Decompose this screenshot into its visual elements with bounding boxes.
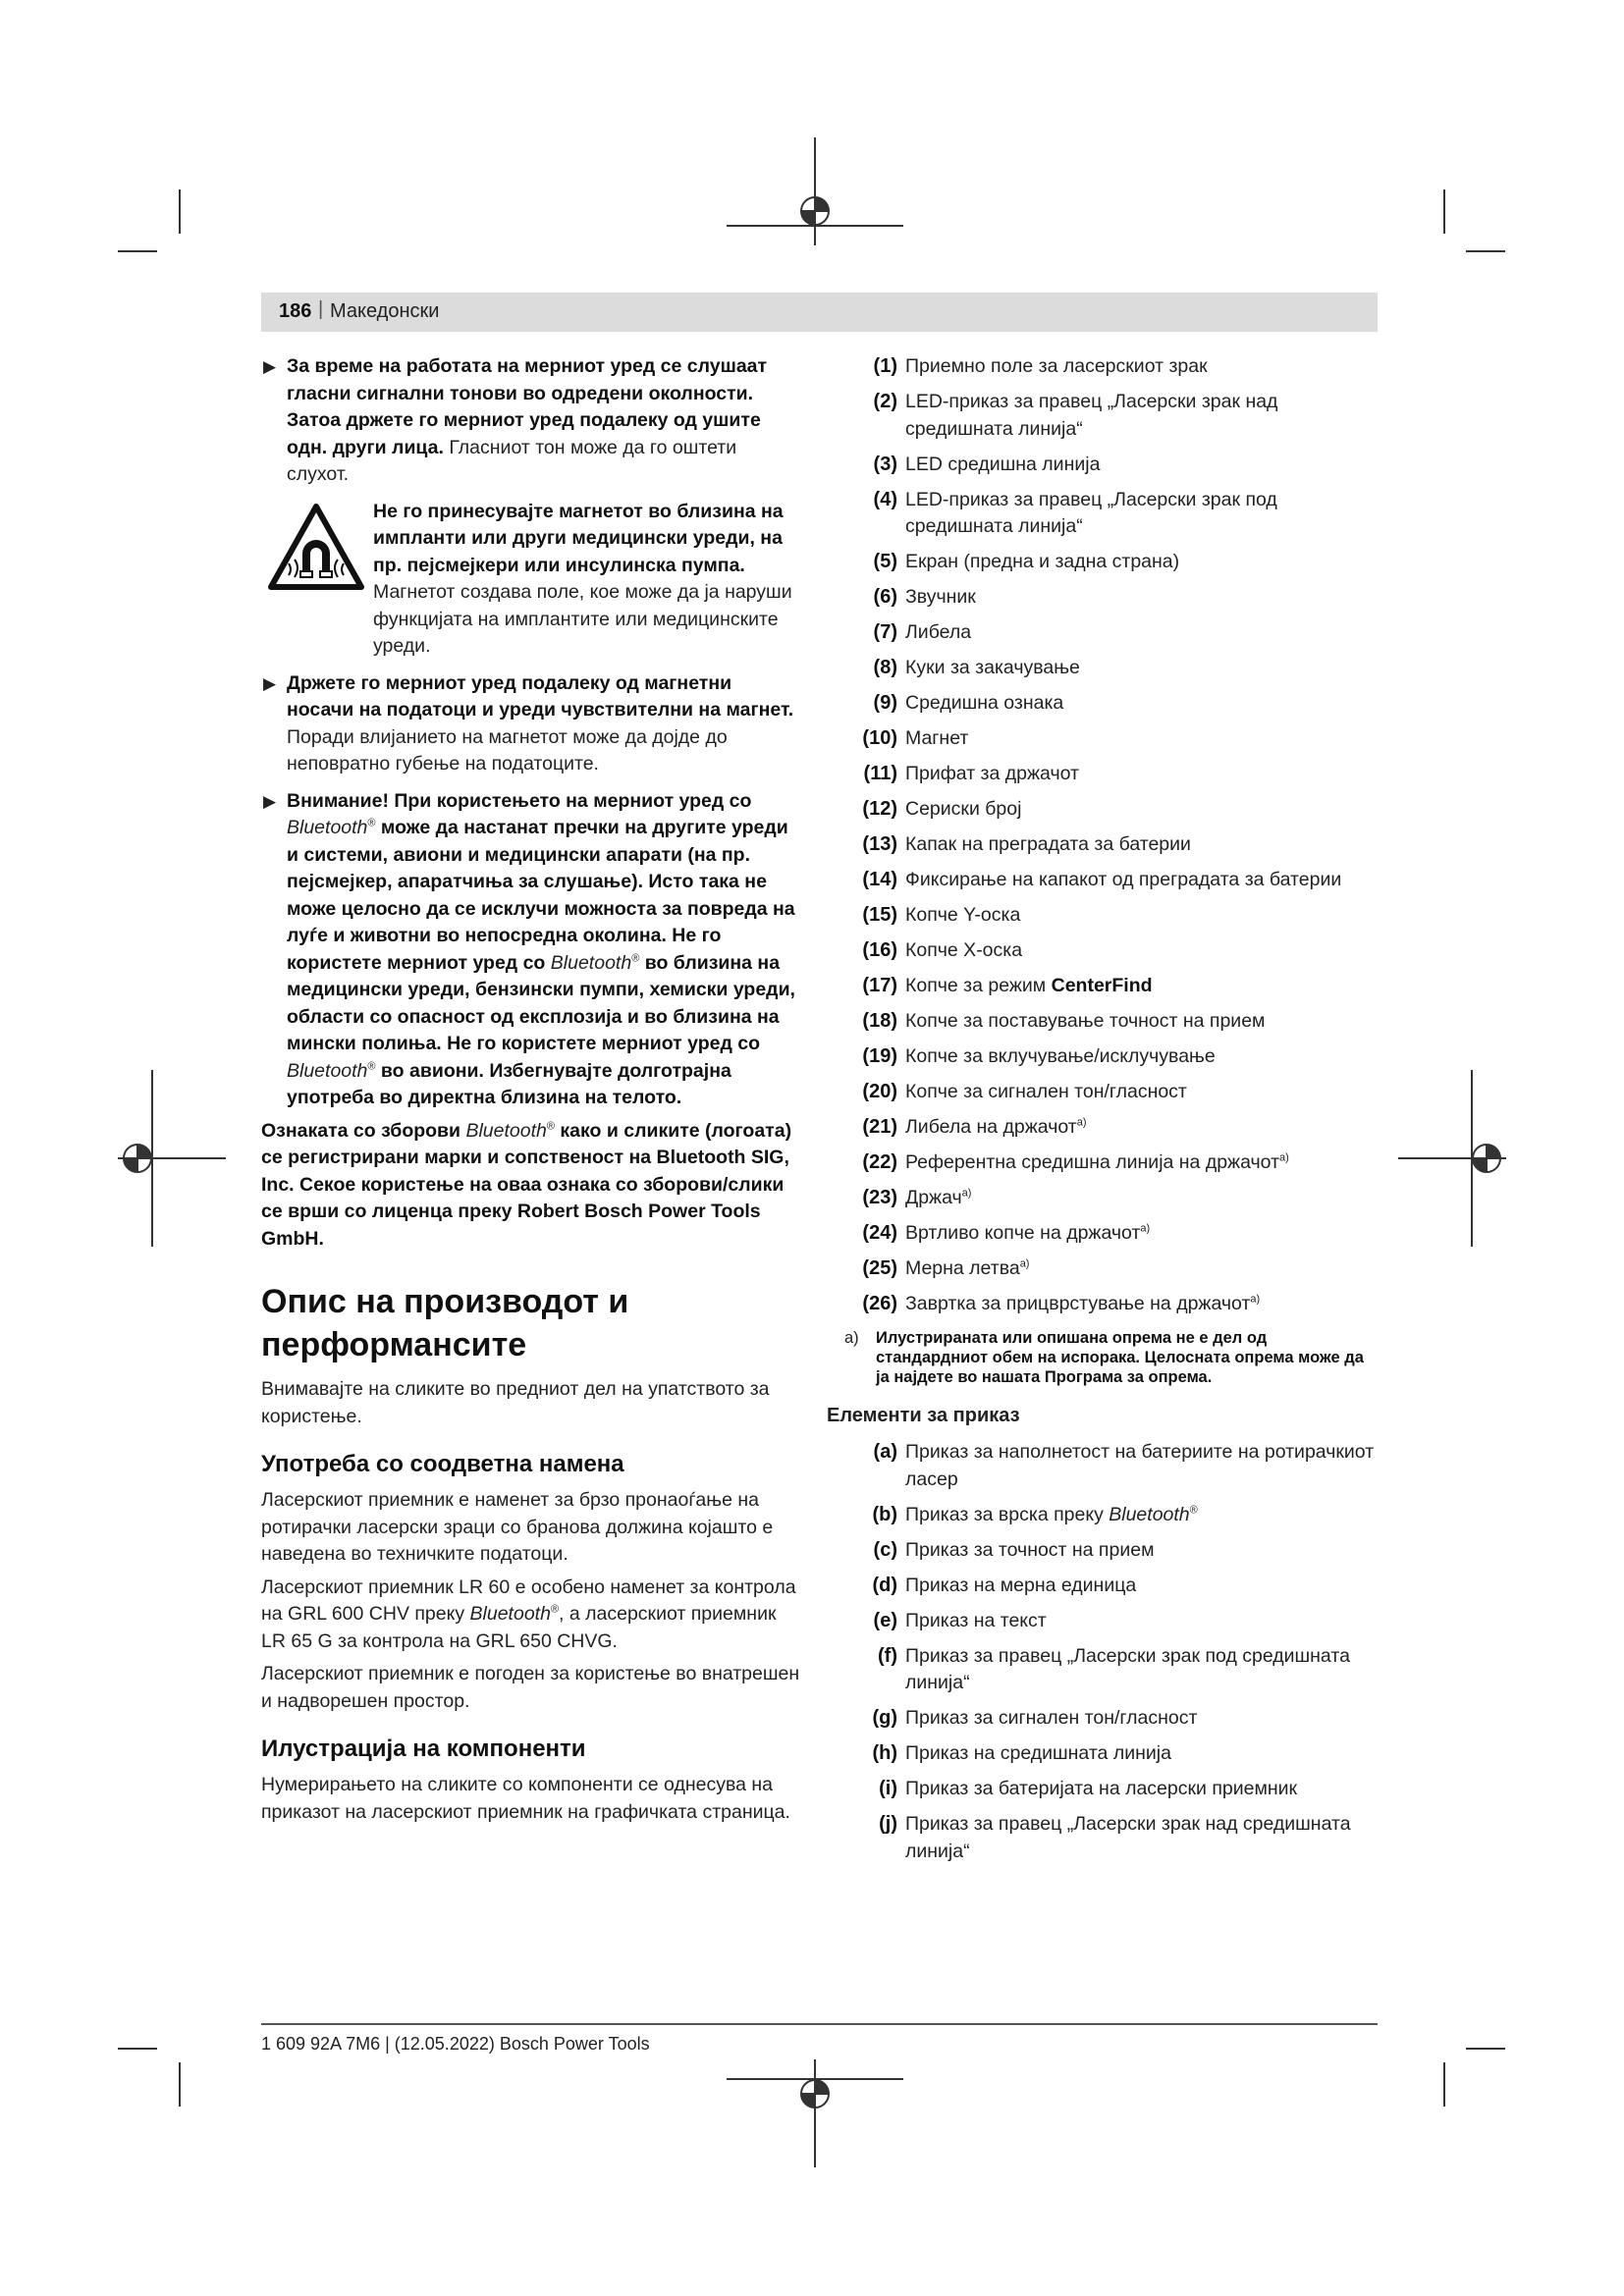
component-item bbox=[837, 619, 1381, 647]
component-label: Приемно поле за ласерскиот зрак bbox=[905, 355, 1208, 377]
registration-mark-top bbox=[727, 137, 903, 245]
component-number: (2) bbox=[873, 391, 897, 412]
display-element-letter: (g) bbox=[872, 1707, 897, 1729]
section-heading-product-description: Опис на производот и перформансите bbox=[261, 1283, 629, 1363]
display-element-label: Приказ за правец „Ласерски зрак под средишната линија“ bbox=[905, 1644, 1350, 1693]
display-element-item bbox=[837, 1573, 1381, 1600]
display-elements-list bbox=[837, 1439, 1381, 1865]
display-element-label: Приказ на текст bbox=[905, 1609, 1047, 1631]
component-number: (23) bbox=[862, 1187, 897, 1208]
display-element-letter: (e) bbox=[873, 1609, 897, 1631]
bullet-arrow-icon: ▶ bbox=[263, 357, 277, 376]
display-element-label: Приказ за правец „Ласерски зрак над средишната линија“ bbox=[905, 1813, 1351, 1862]
component-item bbox=[837, 1114, 1381, 1142]
component-item bbox=[837, 902, 1381, 930]
component-label: Куки за закачување bbox=[905, 657, 1080, 678]
components-list bbox=[837, 353, 1381, 1318]
footer-rule bbox=[261, 2023, 1378, 2025]
intended-use-paragraph-2: Ласерскиот приемник LR 60 е особено наменет за контрола на GRL 600 CHV преку Bluetooth®, а ласерскиот приемник LR 65 G за контрола на GRL 650 CHVG. bbox=[261, 1575, 796, 1652]
component-label: Копче Y-оска bbox=[905, 904, 1021, 926]
component-number: (4) bbox=[873, 488, 897, 510]
component-label: Сериски број bbox=[905, 798, 1022, 820]
component-item bbox=[837, 584, 1381, 612]
component-number: (12) bbox=[862, 798, 897, 820]
component-label: Држач bbox=[905, 1187, 962, 1208]
component-item bbox=[837, 655, 1381, 682]
component-footnote-ref: a) bbox=[961, 1187, 972, 1200]
safety-bullet-bluetooth: ▶ Внимание! При користењето на мерниот уред со Bluetooth® може да настанат пречки на другите уреди и системи, авиони и медицински апарати (на пр. пејсмејкер, апаратчиња за слушање). Исто така не може целосно да се исклучи можноста за повреда на луѓе и животни во непосредна околина. Не го користете мерниот уред со Bluetooth® во близина на медицински уреди, бензински пумпи, хемиски уреди, области со опасност од експлозија и во близина на мински полиња. Не го користете мерниот уред со Bluetooth® во авиони. Избегнувајте долготрајна употреба во директна близина на телото. bbox=[263, 789, 795, 1108]
display-element-label: Приказ на мерна единица bbox=[905, 1574, 1137, 1596]
component-label: LED-приказ за правец „Ласерски зрак под средишната линија“ bbox=[905, 488, 1277, 537]
component-number: (25) bbox=[862, 1257, 897, 1279]
component-number: (11) bbox=[863, 763, 897, 784]
component-item bbox=[837, 1255, 1381, 1283]
component-footnote-ref: a) bbox=[1279, 1151, 1289, 1164]
component-item bbox=[837, 796, 1381, 824]
component-label: Копче за сигнален тон/гласност bbox=[905, 1081, 1187, 1102]
component-label: Либела bbox=[905, 621, 972, 643]
page-number: 186 bbox=[279, 300, 312, 322]
component-number: (6) bbox=[873, 586, 897, 608]
display-element-label: Приказ на средишната линија bbox=[905, 1742, 1171, 1764]
intended-use-paragraph-1: Ласерскиот приемник е наменет за брзо пронаоѓање на ротирачки ласерски зраци со бранова должина којашто е наведена во техничките податоци. bbox=[261, 1489, 774, 1565]
magnet-warning: Не го принесувајте магнетот во близина на импланти или други медицински уреди, на пр. пејсмејкери или инсулинска пумпа. Магнетот создава поле, кое може да ја наруши функцијата на имплантите или медицинските уреди. bbox=[261, 499, 801, 661]
magnet-warning-icon bbox=[267, 503, 365, 591]
section-heading-components: Илустрација на компоненти bbox=[261, 1735, 586, 1762]
display-element-letter: (f) bbox=[878, 1644, 897, 1667]
display-element-label: Приказ за наполнетост на батериите на ротирачкиот ласер bbox=[905, 1441, 1375, 1490]
component-item bbox=[837, 389, 1381, 443]
component-number: (24) bbox=[862, 1222, 897, 1244]
component-item bbox=[837, 1220, 1381, 1248]
display-element-label: Приказ за сигнален тон/гласност bbox=[905, 1707, 1198, 1729]
component-number: (5) bbox=[873, 551, 897, 572]
component-item bbox=[837, 353, 1381, 381]
footer-text: 1 609 92A 7M6 | (12.05.2022) Bosch Power Tools bbox=[261, 2034, 650, 2054]
bullet-arrow-icon: ▶ bbox=[263, 791, 277, 811]
display-element-item bbox=[837, 1643, 1381, 1697]
bluetooth-trademark-note: Ознаката со зборови Bluetooth® како и сликите (логоата) се регистрирани марки и сопственост на Bluetooth SIG, Inc. Секое користење на оваа ознака со зборови/слики се врши со лиценца преку Robert Bosch Power Tools GmbH. bbox=[261, 1119, 792, 1250]
safety-bullet-loud-tones: ▶ За време на работата на мерниот уред се слушаат гласни сигнални тонови во одредени околности. Затоа држете го мерниот уред подалеку од ушите одн. други лица. Гласниот тон може да го оштети слухот. bbox=[263, 355, 768, 485]
registration-mark-right bbox=[1398, 1070, 1506, 1247]
component-number: (21) bbox=[862, 1116, 897, 1138]
component-label: Капак на преградата за батерии bbox=[905, 833, 1191, 855]
component-number: (14) bbox=[862, 869, 897, 890]
component-item bbox=[837, 452, 1381, 479]
display-element-item bbox=[837, 1537, 1381, 1565]
intended-use-paragraph-3: Ласерскиот приемник е погоден за користење во внатрешен и надворешен простор. bbox=[261, 1663, 800, 1712]
component-label-bold: CenterFind bbox=[1051, 975, 1153, 996]
component-number: (26) bbox=[862, 1293, 897, 1314]
component-label: LED средишна линија bbox=[905, 453, 1101, 475]
component-label: Мерна летва bbox=[905, 1257, 1020, 1279]
display-elements-heading: Елементи за приказ bbox=[827, 1404, 1020, 1426]
display-element-letter: (a) bbox=[873, 1441, 897, 1463]
component-item bbox=[837, 937, 1381, 965]
component-item bbox=[837, 1079, 1381, 1106]
display-element-letter: (h) bbox=[872, 1742, 897, 1764]
component-label: Копче за вклучување/исклучување bbox=[905, 1045, 1216, 1067]
header-language: Македонски bbox=[330, 300, 440, 322]
component-item bbox=[837, 1008, 1381, 1036]
components-paragraph: Нумерирањето на сликите со компоненти се однесува на приказот на ласерскиот приемник на графичката страница. bbox=[261, 1774, 790, 1823]
display-element-item bbox=[837, 1740, 1381, 1768]
display-element-item bbox=[837, 1439, 1381, 1493]
component-item bbox=[837, 690, 1381, 718]
component-label: Завртка за прицврстување на држачот bbox=[905, 1293, 1251, 1314]
display-element-letter: (d) bbox=[872, 1574, 897, 1596]
component-item bbox=[837, 725, 1381, 753]
right-column bbox=[827, 353, 1381, 1874]
component-label: Магнет bbox=[905, 727, 969, 749]
component-footnote-ref: a) bbox=[1140, 1222, 1151, 1235]
component-label: Средишна ознака bbox=[905, 692, 1064, 714]
display-element-label: Приказ за точност на прием bbox=[905, 1538, 1155, 1561]
component-number: (20) bbox=[862, 1081, 897, 1102]
component-number: (16) bbox=[862, 939, 897, 961]
component-number: (17) bbox=[862, 975, 897, 996]
component-label: Либела на држачот bbox=[905, 1116, 1077, 1138]
component-number: (15) bbox=[862, 904, 897, 926]
display-element-item bbox=[837, 1705, 1381, 1733]
component-number: (10) bbox=[862, 727, 897, 749]
component-number: (1) bbox=[873, 355, 897, 377]
header-separator: | bbox=[318, 298, 324, 320]
component-number: (22) bbox=[862, 1151, 897, 1173]
component-footnote-ref: a) bbox=[1019, 1257, 1030, 1270]
component-item bbox=[837, 867, 1381, 894]
component-label: Копче за режим bbox=[905, 975, 1052, 996]
registered-mark: ® bbox=[1189, 1504, 1198, 1516]
display-element-item bbox=[837, 1776, 1381, 1803]
intro-paragraph: Внимавајте на сликите во предниот дел на упатството за користење. bbox=[261, 1378, 770, 1427]
component-item bbox=[837, 487, 1381, 541]
component-number: (18) bbox=[862, 1010, 897, 1032]
section-heading-intended-use: Употреба со соодветна намена bbox=[261, 1451, 624, 1477]
safety-bullet-magnet-data: ▶ Држете го мерниот уред подалеку од магнетни носачи на податоци и уреди чувствителни на магнет. Поради влијанието на магнетот може да дојде до неповратно губење на податоците. bbox=[263, 671, 794, 774]
display-element-label: Приказ за врска преку bbox=[905, 1503, 1110, 1525]
display-element-label: Приказ за батеријата на ласерски приемник bbox=[905, 1778, 1298, 1799]
component-label: Референтна средишна линија на држачот bbox=[905, 1151, 1280, 1173]
left-column bbox=[261, 353, 801, 1832]
component-footnote-ref: a) bbox=[1076, 1116, 1087, 1129]
component-number: (19) bbox=[862, 1045, 897, 1067]
component-item bbox=[837, 1149, 1381, 1177]
component-item bbox=[837, 549, 1381, 576]
display-element-italic: Bluetooth bbox=[1109, 1503, 1190, 1525]
component-item bbox=[837, 973, 1381, 1000]
component-item bbox=[837, 831, 1381, 859]
component-number: (3) bbox=[873, 453, 897, 475]
component-number: (13) bbox=[862, 833, 897, 855]
component-item bbox=[837, 761, 1381, 788]
component-label: Копче за поставување точност на прием bbox=[905, 1010, 1266, 1032]
display-element-item bbox=[837, 1608, 1381, 1635]
display-element-letter: (b) bbox=[872, 1503, 897, 1525]
registration-mark-bottom bbox=[727, 2059, 903, 2167]
component-label: Прифат за држачот bbox=[905, 763, 1079, 784]
registration-mark-left bbox=[118, 1070, 226, 1247]
component-label: Фиксирање на капакот од преградата за батерии bbox=[905, 869, 1342, 890]
component-label: LED-приказ за правец „Ласерски зрак над средишната линија“ bbox=[905, 391, 1278, 440]
display-element-item bbox=[837, 1502, 1381, 1529]
display-element-item bbox=[837, 1811, 1381, 1865]
component-number: (7) bbox=[873, 621, 897, 643]
display-element-letter: (i) bbox=[879, 1778, 897, 1799]
component-item bbox=[837, 1291, 1381, 1318]
component-number: (9) bbox=[873, 692, 897, 714]
bullet-arrow-icon: ▶ bbox=[263, 673, 277, 693]
display-element-letter: (c) bbox=[873, 1538, 897, 1561]
page-header bbox=[261, 293, 1378, 332]
component-item bbox=[837, 1043, 1381, 1071]
component-label: Копче X-оска bbox=[905, 939, 1023, 961]
component-footnote-ref: a) bbox=[1250, 1293, 1261, 1306]
display-element-letter: (j) bbox=[879, 1813, 897, 1835]
component-label: Вртливо копче на држачот bbox=[905, 1222, 1141, 1244]
component-label: Звучник bbox=[905, 586, 976, 608]
footnote: a) Илустрираната или опишана опрема не е дел од стандардниот обем на испорака. Целосната опрема може да ја најдете во нашата Програма за опрема. bbox=[844, 1328, 1364, 1386]
component-number: (8) bbox=[873, 657, 897, 678]
component-label: Екран (предна и задна страна) bbox=[905, 551, 1180, 572]
component-item bbox=[837, 1185, 1381, 1212]
